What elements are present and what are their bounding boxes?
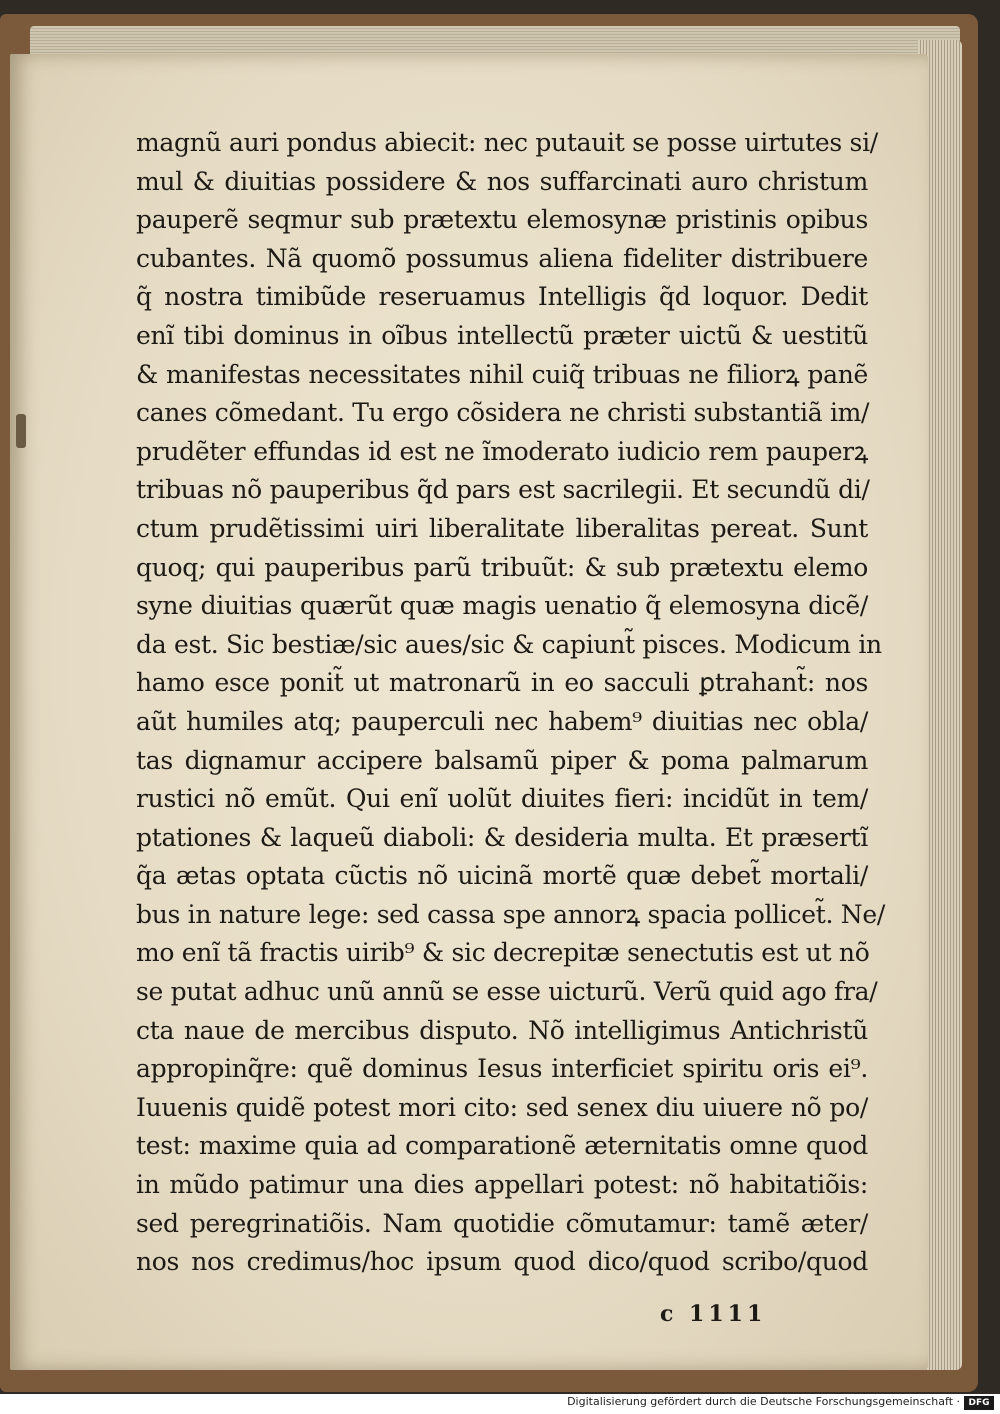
text-line: test: maxime quia ad comparationẽ æternitatis omne quod xyxy=(136,1131,868,1161)
text-line: cta naue de mercibus disputo. Nõ intelligimus Antichristũ xyxy=(136,1015,868,1045)
text-line: ptationes & laqueũ diaboli: & desideria multa. Et præsertĩ xyxy=(136,822,868,852)
footer-bar xyxy=(0,1394,1000,1414)
text-line: appropinq̃re: quẽ dominus Iesus interficiet spiritu oris ei⁹. xyxy=(136,1054,868,1084)
text-line: hamo esce ponit̃ ut matronarũ in eo sacculi ꝑtrahant̃: nos xyxy=(136,668,868,698)
text-line: enĩ tibi dominus in oĩbus intellectũ præter uictũ & uestitũ xyxy=(136,320,868,350)
text-line: canes cõmedant. Tu ergo cõsidera ne christi substantiã im/ xyxy=(136,398,870,428)
text-line: syne diuitias quærũt quæ magis uenatio q̃ elemosyna dicẽ/ xyxy=(136,591,868,621)
text-line: prudẽter effundas id est ne ĩmoderato iudicio rem pauperꝝ xyxy=(136,436,868,466)
text-line: & manifestas necessitates nihil cuiq̃ tribuas ne filiorꝝ panẽ xyxy=(136,359,868,389)
text-line: se putat adhuc unũ annũ se esse uicturũ. Verũ quid ago fra/ xyxy=(136,977,878,1007)
dfg-logo: DFG xyxy=(964,1396,994,1410)
text-line: cubantes. Nã quomõ possumus aliena fideliter distribuere xyxy=(136,243,868,273)
text-line: mo enĩ tã fractis uirib⁹ & sic decrepitæ senectutis est ut nõ xyxy=(136,938,870,968)
text-line: bus in nature lege: sed cassa spe annorꝝ spacia pollicet̃. Ne/ xyxy=(136,899,885,929)
text-line: ctum prudẽtissimi uiri liberalitate liberalitas pereat. Sunt xyxy=(136,513,868,543)
text-line: pauperẽ seqmur sub prætextu elemosynæ pristinis opibus xyxy=(136,205,868,235)
text-line: in mũdo patimur una dies appellari potest: nõ habitatiõis: xyxy=(136,1170,868,1200)
text-line: quoq; qui pauperibus parũ tribuũt: & sub prætextu elemo xyxy=(136,552,868,582)
text-line: mul & diuitias possidere & nos suffarcinati auro christum xyxy=(136,166,868,196)
text-line: da est. Sic bestiæ/sic aues/sic & capiunt̃ pisces. Modicum in xyxy=(136,629,882,659)
text-line: tribuas nõ pauperibus q̃d pars est sacrilegii. Et secundũ di/ xyxy=(136,475,870,505)
text-line: rustici nõ emũt. Qui enĩ uolũt diuites fieri: incidũt in tem/ xyxy=(136,784,868,814)
text-line: aũt humiles atq; pauperculi nec habem⁹ diuitias nec obla/ xyxy=(136,706,868,736)
text-line: nos nos credimus/hoc ipsum quod dico/quod scribo/quod xyxy=(136,1247,868,1277)
text-line: q̃ nostra timibũde reseruamus Intelligis q̃d loquor. Dedit xyxy=(136,282,868,312)
text-line: Iuuenis quidẽ potest mori cito: sed senex diu uiuere nõ po/ xyxy=(136,1092,868,1122)
text-block xyxy=(136,124,885,1282)
text-line: q̃a ætas optata cũctis nõ uicinã mortẽ quæ debet̃ mortali/ xyxy=(136,861,868,891)
signature-mark: c 1111 xyxy=(660,1301,767,1327)
footer-credit: Digitalisierung gefördert durch die Deutsche Forschungsgemeinschaft · xyxy=(567,1395,960,1408)
text-line: tas dignamur accipere balsamũ piper & poma palmarum xyxy=(136,745,868,775)
text-line: sed peregrinatiõis. Nam quotidie cõmutamur: tamẽ æter/ xyxy=(136,1208,868,1238)
spine-mark xyxy=(16,414,26,448)
text-line: magnũ auri pondus abiecit: nec putauit se posse uirtutes si/ xyxy=(136,128,878,157)
